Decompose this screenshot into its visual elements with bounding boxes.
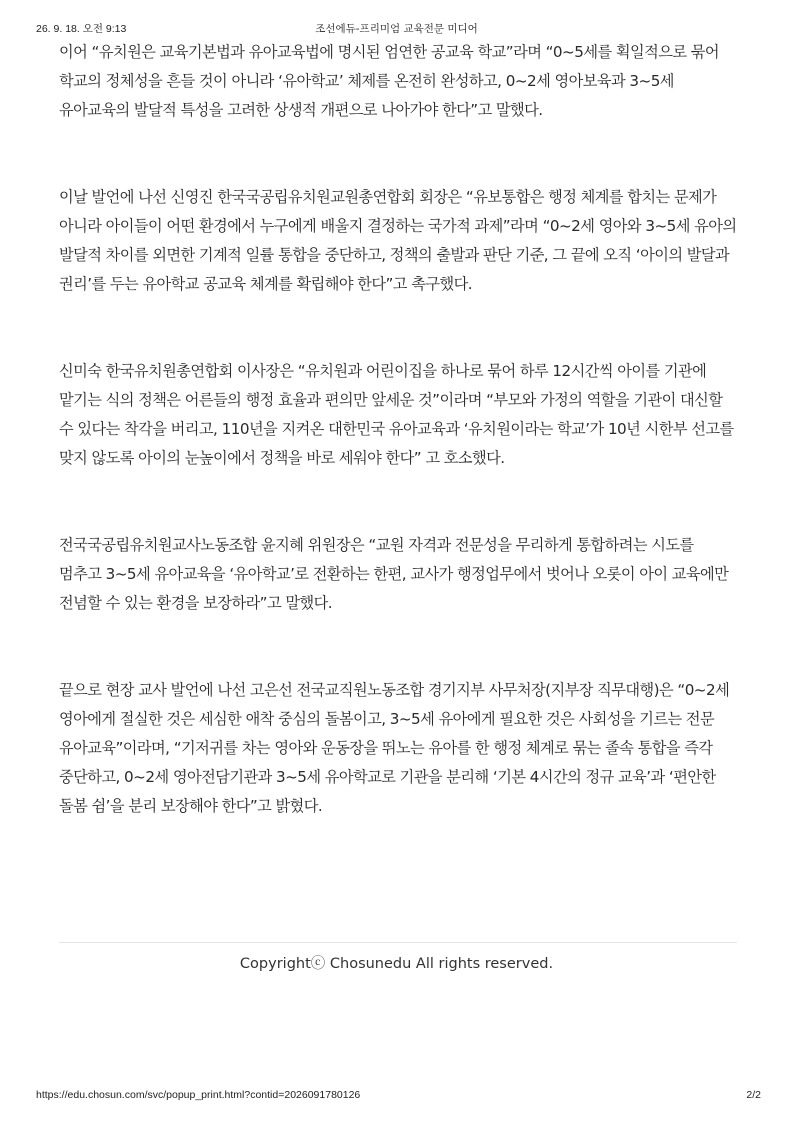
paragraph-spacer (59, 125, 739, 183)
article-paragraph-1: 이어 “유치원은 교육기본법과 유아교육법에 명시된 엄연한 공교육 학교”라며 “0~5세를 획일적으로 묶어 학교의 정체성을 흔들 것이 아니라 ‘유아학교’ 체제를 온전히 완성하고, 0~2세 영아보육과 3~5세 유아교육의 발달적 특성을 고려한 상생적 개편으로 나아가야 한다”고 말했다. (59, 43, 719, 119)
article-paragraph-2: 이날 발언에 나선 신영진 한국국공립유치원교원총연합회 회장은 “유보통합은 행정 체계를 합치는 문제가 아니라 아이들이 어떤 환경에서 누구에게 배울지 결정하는 국가적 과제”라며 “0~2세 영아와 3~5세 유아의 발달적 차이를 외면한 기계적 일률 통합을 중단하고, 정책의 출발과 판단 기준, 그 끝에 오직 ‘아이의 발달과 권리’를 두는 유아학교 공교육 체계를 확립해야 한다”고 촉구했다. (59, 188, 737, 293)
paragraph-spacer (59, 618, 739, 676)
article-body (59, 38, 739, 821)
print-footer-url: https://edu.chosun.com/svc/popup_print.html?contid=2026091780126 (36, 1089, 361, 1101)
paragraph-spacer (59, 299, 739, 357)
article-paragraph-3: 신미숙 한국유치원총연합회 이사장은 “유치원과 어린이집을 하나로 묶어 하루 12시간씩 아이를 기관에 맡기는 식의 정책은 어른들의 행정 효율과 편의만 앞세운 것”이라며 “부모와 가정의 역할을 기관이 대신할 수 있다는 착각을 버리고, 110년을 지켜온 대한민국 유아교육과 ‘유치원이라는 학교’가 10년 시한부 선고를 맞지 않도록 아이의 눈높이에서 정책을 바로 세워야 한다” 고 호소했다. (59, 362, 734, 467)
print-footer-page-number: 2/2 (746, 1089, 761, 1101)
print-header-title: 조선에듀-프리미엄 교육전문 미디어 (315, 23, 478, 35)
footer-divider (59, 942, 737, 943)
article-paragraph-4: 전국국공립유치원교사노동조합 윤지혜 위원장은 “교원 자격과 전문성을 무리하게 통합하려는 시도를 멈추고 3~5세 유아교육을 ‘유아학교’로 전환하는 한편, 교사가 행정업무에서 벗어나 오롯이 아이 교육에만 전념할 수 있는 환경을 보장하라”고 말했다. (59, 536, 729, 612)
paragraph-spacer (59, 473, 739, 531)
print-header-datetime: 26. 9. 18. 오전 9:13 (36, 23, 127, 35)
copyright-notice: Copyrightⓒ Chosunedu All rights reserved. (239, 956, 554, 972)
article-paragraph-5: 끝으로 현장 교사 발언에 나선 고은선 전국교직원노동조합 경기지부 사무처장(지부장 직무대행)은 “0~2세 영아에게 절실한 것은 세심한 애착 중심의 돌봄이고, 3~5세 유아에게 필요한 것은 사회성을 기르는 전문 유아교육”이라며, “기저귀를 차는 영아와 운동장을 뛰노는 유아를 한 행정 체계로 묶는 졸속 통합을 즉각 중단하고, 0~2세 영아전담기관과 3~5세 유아학교로 기관을 분리해 ‘기본 4시간의 정규 교육’과 ‘편안한 돌봄 쉼’을 분리 보장해야 한다”고 밝혔다. (59, 681, 730, 815)
